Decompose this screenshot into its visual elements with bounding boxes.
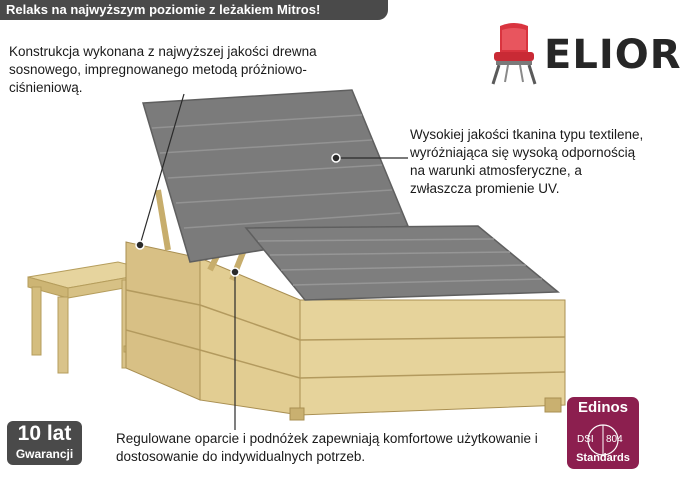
warranty-label: Gwarancji [15,447,74,461]
warranty-years: 10 lat [17,422,72,445]
adjustable-callout: Regulowane oparcie i podnóżek zapewniają komfortowe użytkowanie i dostosowanie do indywidualnych potrzeb. [116,431,538,464]
edinos-certificate-badge [567,397,639,469]
certificate-number: 804 [606,434,623,445]
brand-name: ELIOR [544,32,682,78]
warranty-badge [7,421,82,465]
certificate-label: Standards [576,452,630,464]
fabric-callout: Wysokiej jakości tkanina typu textilene, wyróżniająca się wysoką odpornością na warunki atmosferyczne, a zwłaszcza promienie UV. [410,127,644,196]
certificate-name: Edinos [577,399,628,416]
page-title: Relaks na najwyższym poziomie z leżakiem Mitros! [6,2,321,17]
construction-callout: Konstrukcja wykonana z najwyższej jakości drewna sosnowego, impregnowanego metodą próżniowo-ciśnieniową. [9,44,317,95]
certificate-dsi: DSI [577,434,594,445]
